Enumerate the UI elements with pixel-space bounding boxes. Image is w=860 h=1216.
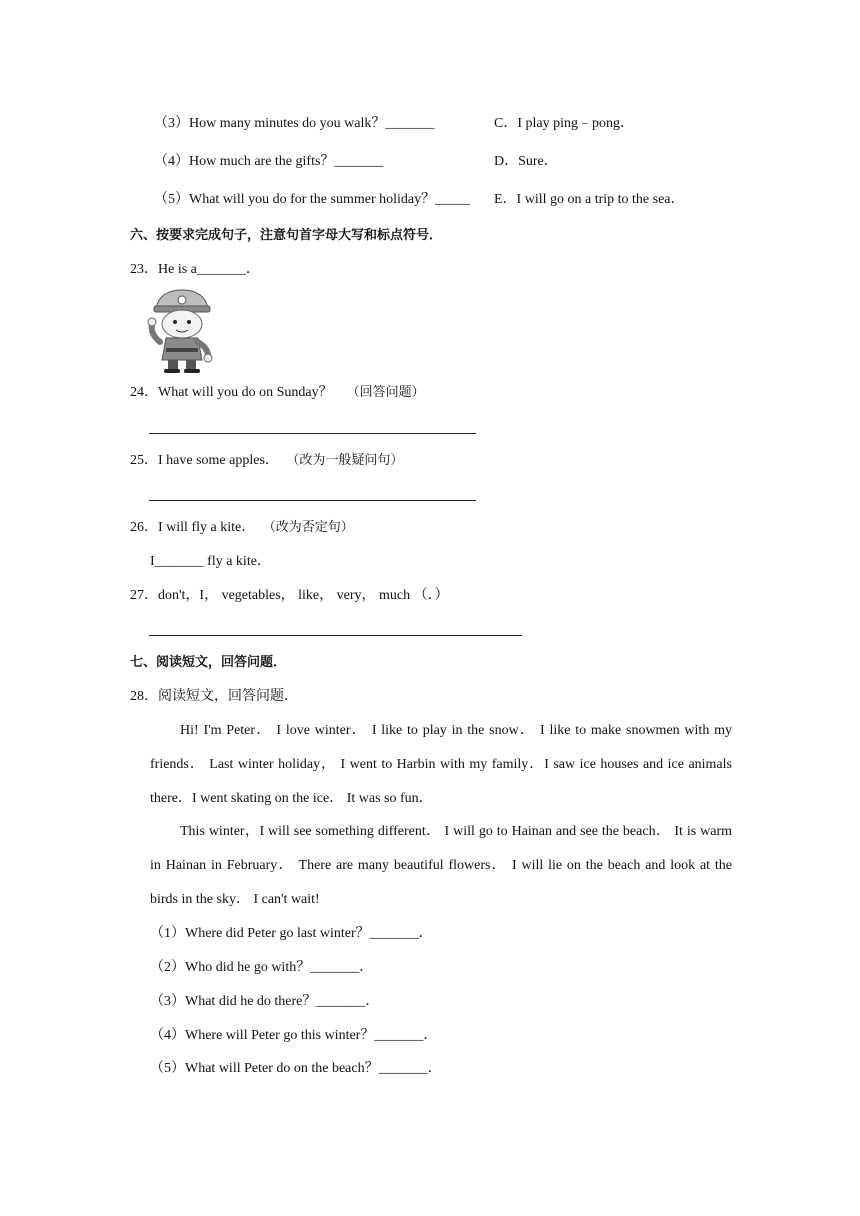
- question-23: 23．He is a_______．: [130, 262, 260, 277]
- match-question-3: （3）How many minutes do you walk？_______: [154, 116, 435, 131]
- answer-line-25[interactable]: [149, 500, 476, 501]
- reading-question-4: （4）Where will Peter go this winter？_______．: [150, 1028, 438, 1043]
- question-24-instruction: （回答问题）: [346, 385, 425, 400]
- match-option-c: C．I play ping﹣pong．: [494, 116, 634, 131]
- match-question-5: （5）What will you do for the summer holiday？_____: [154, 192, 471, 207]
- police-officer-image: [146, 286, 216, 374]
- question-26: [130, 519, 354, 537]
- reading-question-5: （5）What will Peter do on the beach？_______．: [150, 1061, 442, 1076]
- question-24-text: 24．What will you do on Sunday？: [130, 385, 333, 400]
- question-27: 27．don't，I， vegetables， like， very， much （．）: [130, 588, 449, 603]
- question-25-text: 25．I have some apples．: [130, 453, 279, 468]
- match-question-4: （4）How much are the gifts？_______: [154, 154, 384, 169]
- answer-line-27[interactable]: [149, 635, 522, 636]
- question-26-text: 26．I will fly a kite．: [130, 520, 256, 535]
- reading-paragraph-1: Hi! I'm Peter． I love winter． I like to play in the snow． I like to make snowmen with my friends． Last winter holiday， I went to Harbin with my family．I saw ice houses and ice animals there．I went skating on the ice． It was so fun．: [150, 723, 732, 806]
- reading-paragraph-2: This winter，I will see something different． I will go to Hainan and see the beach． It is warm in Hainan in February． There are many beautiful flowers． I will lie on the beach and look at the birds in the sky． I can't wait!: [150, 824, 732, 907]
- reading-question-1: （1）Where did Peter go last winter？_______．: [150, 926, 433, 941]
- reading-question-3: （3）What did he do there？_______．: [150, 994, 380, 1009]
- question-24: [130, 384, 425, 402]
- question-25-instruction: （改为一般疑问句）: [292, 453, 404, 468]
- question-26-answer: I_______ fly a kite．: [150, 554, 271, 569]
- section-7-heading: 七、阅读短文，回答问题．: [130, 655, 287, 670]
- reading-question-2: （2）Who did he go with？_______．: [150, 960, 374, 975]
- section-6-heading: 六、按要求完成句子，注意句首字母大写和标点符号．: [130, 228, 443, 243]
- answer-line-24[interactable]: [149, 433, 476, 434]
- question-28: 28．阅读短文，回答问题．: [130, 689, 298, 704]
- question-26-instruction: （改为否定句）: [269, 520, 354, 535]
- question-25: [130, 452, 403, 470]
- match-option-d: D．Sure．: [494, 154, 558, 169]
- match-option-e: E．I will go on a trip to the sea．: [494, 192, 685, 207]
